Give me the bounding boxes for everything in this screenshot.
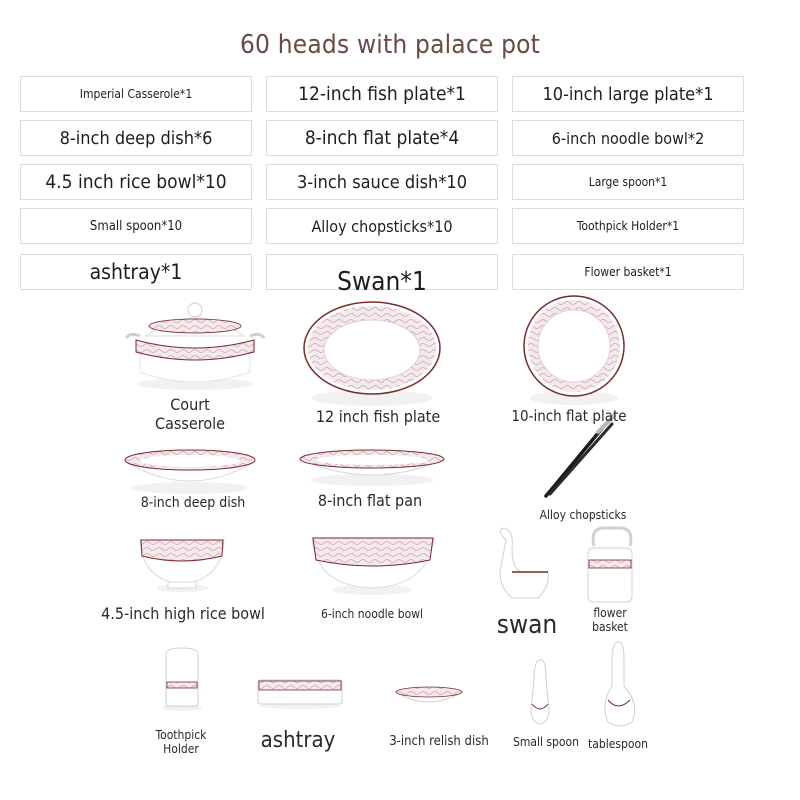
cell-text: ashtray*1 (89, 260, 183, 284)
toothpick-holder-label: Toothpick Holder (155, 728, 207, 757)
tablespoon-image (605, 642, 635, 726)
casserole-label: Court Casserole (155, 395, 225, 434)
fish-plate-image (304, 302, 440, 406)
flat-plate-10-label: 10-inch flat plate (511, 407, 627, 425)
cell-text: 3-inch sauce dish*10 (296, 171, 468, 193)
deep-dish-image (125, 450, 255, 494)
cell-text: Alloy chopsticks*10 (311, 216, 453, 236)
ashtray-image (258, 680, 342, 709)
cell-text: 8-inch flat plate*4 (304, 127, 460, 149)
chopsticks-label: Alloy chopsticks (539, 508, 627, 522)
rice-bowl-image (140, 540, 224, 592)
noodle-bowl-image (312, 538, 434, 595)
cell-text: Large spoon*1 (588, 175, 668, 189)
fish-plate-label: 12 inch fish plate (315, 407, 441, 426)
flat-pan-image (300, 450, 444, 486)
noodle-bowl-label: 6-inch noodle bowl (320, 607, 424, 621)
casserole-image (126, 303, 264, 390)
cell-text: 4.5 inch rice bowl*10 (45, 171, 227, 193)
cell-text: Flower basket*1 (584, 265, 672, 279)
relish-dish-label: 3-inch relish dish (389, 734, 489, 749)
cell-text: Swan*1 (337, 267, 427, 297)
rice-bowl-label: 4.5-inch high rice bowl (101, 604, 265, 623)
small-spoon-image (531, 660, 549, 724)
ashtray-label: ashtray (260, 728, 336, 753)
deep-dish-label: 8-inch deep dish (140, 495, 246, 511)
small-spoon-label: Small spoon (513, 735, 579, 749)
flower-basket-image (588, 528, 632, 602)
page-title: 60 heads with palace pot (239, 30, 541, 60)
toothpick-holder-image (162, 648, 202, 711)
chopsticks-image (546, 416, 614, 496)
cell-text: Small spoon*10 (89, 218, 183, 234)
flower-basket-label: flower basket (592, 606, 628, 635)
cell-text: 12-inch fish plate*1 (298, 83, 466, 105)
cell-text: Toothpick Holder*1 (576, 219, 680, 233)
tablespoon-label: tablespoon (588, 737, 648, 751)
swan-image (500, 528, 548, 598)
cell-text: 10-inch large plate*1 (542, 83, 714, 105)
flat-plate-10-image (524, 296, 624, 405)
cell-text: 8-inch deep dish*6 (59, 127, 213, 149)
cell-text: 6-inch noodle bowl*2 (551, 128, 705, 148)
flat-pan-label: 8-inch flat pan (317, 491, 423, 510)
cell-text: Imperial Casserole*1 (79, 87, 193, 101)
relish-dish-image (396, 687, 462, 702)
swan-label: swan (496, 610, 558, 640)
